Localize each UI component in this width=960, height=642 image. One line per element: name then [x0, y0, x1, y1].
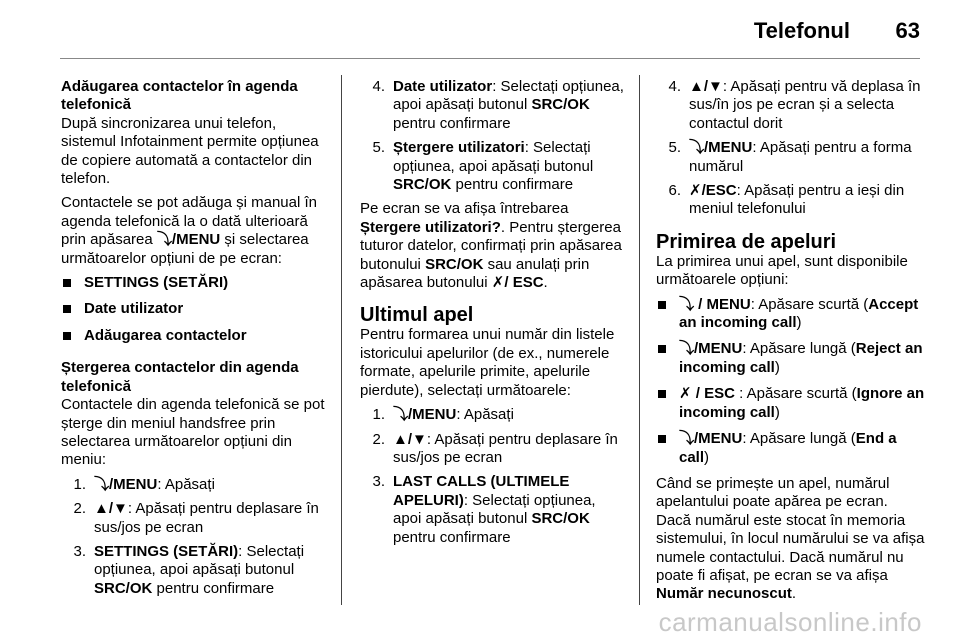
up-down-arrow-icon: ▲/▼ [393, 430, 427, 448]
paragraph: Contactele din agenda telefonică se pot șterge din meniul handsfree prin selectarea următoarelor opțiuni din meniu: [61, 396, 325, 469]
list-item: 6. ✗/ESC: Apăsați pentru a ieși din meniul telefonului [668, 182, 905, 218]
list-item: 4. ▲/▼: Apăsați pentru vă deplasa în sus/în jos pe ecran și a selecta contactul dorit [668, 78, 921, 132]
heading-delete-contacts: Ștergerea contactelor din agenda telefonică [61, 359, 299, 395]
list-item: ⤵/MENU: Apăsare lungă (Reject an incoming call) [656, 340, 926, 377]
paragraph: Contactele se pot adăuga și manual în agenda telefonică la o dată ulterioară prin apăsarea ⤵/MENU și selectarea următoarelor opțiuni de pe ecran: [61, 194, 318, 267]
list-item: 1. ⤵/MENU: Apăsați [372, 406, 514, 424]
column-3 [656, 78, 926, 610]
phone-handset-icon: ⤵ [679, 430, 695, 448]
phone-handset-icon: ⤵ [689, 139, 705, 157]
heading-add-contacts: Adăugarea contactelor în agenda telefonică [61, 78, 298, 114]
list-item: 3. SETTINGS (SETĂRI): Selectați opțiunea, apoi apăsați butonul SRC/OK pentru confirmare [73, 542, 305, 597]
column-2 [360, 78, 626, 553]
list-item: 5. ⤵/MENU: Apăsați pentru a forma numărul [668, 139, 912, 175]
list-item: ⤵ / MENU: Apăsare scurtă (Accept an incoming call) [656, 296, 926, 333]
list-item: Date utilizator [61, 300, 327, 318]
list-item: Adăugarea contactelor [61, 327, 327, 345]
paragraph: Pe ecran se va afișa întrebarea Ștergere utilizatori?. Pentru ștergerea tuturor datelor, confirmați prin apăsarea butonului SRC/OK sau anulați prin apăsarea butonului ✗/ ESC. [360, 200, 622, 292]
phone-handset-icon: ⤵ [679, 295, 695, 313]
list-item: SETTINGS (SETĂRI) [61, 274, 327, 292]
list-item: 4. Date utilizator: Selectați opțiunea, apoi apăsați butonul SRC/OK pentru confirmare [372, 78, 624, 132]
page-number: 63 [895, 18, 920, 43]
list-item: 1. ⤵/MENU: Apăsați [73, 475, 215, 493]
paragraph: După sincronizarea unui telefon, sistemul Infotainment permite opțiunea de copiere automată a contactelor din telefon. [61, 114, 319, 188]
phone-handset-icon: ⤵ [94, 475, 110, 493]
heading-last-call: Ultimul apel [360, 304, 474, 327]
list-item: ⤵/MENU: Apăsare lungă (End a call) [656, 430, 926, 467]
list-item: 2. ▲/▼: Apăsați pentru deplasare în sus/jos pe ecran [73, 500, 319, 536]
up-down-arrow-icon: ▲/▼ [94, 500, 128, 518]
watermark-text: carmanualsonline.info [658, 607, 922, 637]
page-header [0, 0, 960, 62]
header-divider [60, 58, 920, 59]
end-call-icon: ✗ [679, 385, 692, 403]
paragraph: Pentru formarea unui număr din listele istoricului apelurilor (de ex., numerele formate, apelurile primite, apelurile pierdute), selectați următoarele: [360, 326, 615, 399]
column-divider-2 [639, 75, 640, 605]
page-title: Telefonul [753, 18, 850, 43]
heading-receiving-calls: Primirea de apeluri [656, 230, 837, 253]
list-item: 3. LAST CALLS (ULTIMELE APELURI): Selectați opțiunea, apoi apăsați butonul SRC/OK pentru confirmare [372, 473, 596, 546]
phone-handset-icon: ⤵ [679, 340, 695, 358]
end-call-icon: ✗ [689, 182, 702, 200]
phone-handset-icon: ⤵ [393, 406, 409, 424]
up-down-arrow-icon: ▲/▼ [689, 78, 723, 95]
end-call-icon: ✗ [491, 274, 505, 292]
list-item: 2. ▲/▼: Apăsați pentru deplasare în sus/jos pe ecran [372, 430, 618, 466]
column-1 [61, 78, 327, 604]
column-divider-1 [341, 75, 342, 605]
paragraph: Când se primește un apel, numărul apelantului poate apărea pe ecran. Dacă numărul este stocat în memoria sistemului, în locul numărului se va afișa numele contactului. Dacă numărul nu poate fi afișat, pe ecran se va afișa Număr necunoscut. [656, 474, 925, 603]
list-item: 5. Ștergere utilizatori: Selectați opțiunea, apoi apăsați butonul SRC/OK pentru confirmare [372, 139, 594, 194]
phone-handset-icon: ⤵ [156, 231, 172, 249]
list-item: ✗ / ESC : Apăsare scurtă (Ignore an incoming call) [656, 385, 926, 422]
paragraph: La primirea unui apel, sunt disponibile următoarele opțiuni: [656, 252, 908, 289]
